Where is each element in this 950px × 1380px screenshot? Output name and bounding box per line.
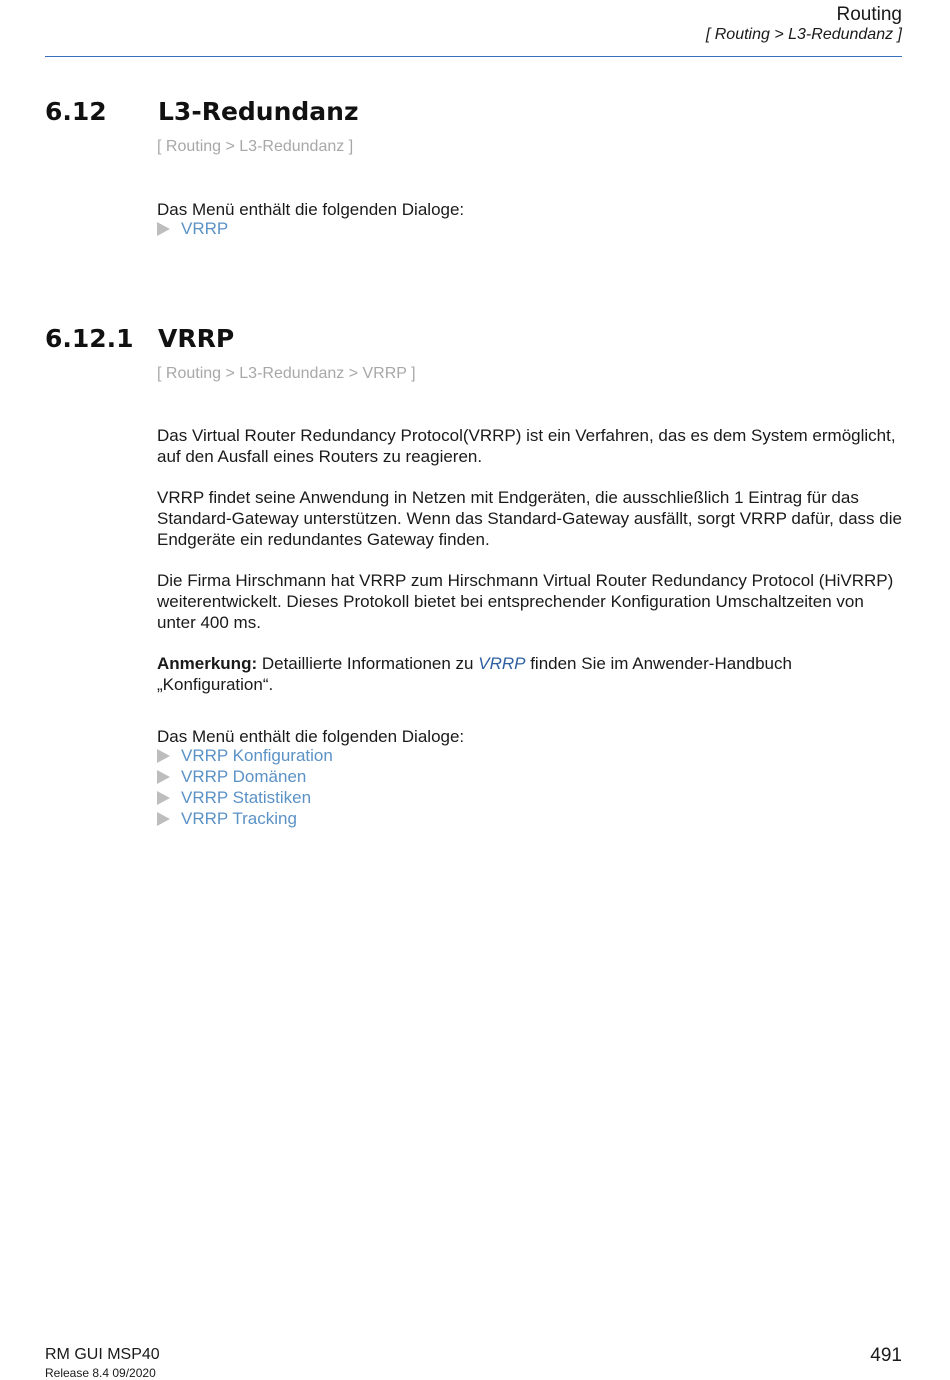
- note-link-vrrp[interactable]: VRRP: [478, 654, 526, 673]
- menu-intro: Das Menü enthält die folgenden Dialoge:: [157, 727, 465, 746]
- list-item[interactable]: [157, 766, 333, 787]
- dialog-link-vrrp[interactable]: VRRP: [181, 219, 229, 238]
- subsection-number: 6.12.1: [45, 324, 134, 353]
- section-title: L3-Redundanz: [158, 97, 359, 126]
- triangle-bullet-icon: [157, 812, 170, 826]
- footer-doc-name: RM GUI MSP40: [45, 1346, 160, 1363]
- dialog-list: [157, 218, 228, 239]
- note-paragraph: [157, 653, 907, 695]
- paragraph: Das Virtual Router Redundancy Protocol(VRRP) ist ein Verfahren, das es dem System ermöglicht, auf den Ausfall eines Routers zu reagieren.: [157, 426, 896, 466]
- list-item[interactable]: [157, 218, 228, 239]
- footer-release: Release 8.4 09/2020: [45, 1366, 156, 1380]
- subsection-title: VRRP: [158, 324, 235, 353]
- note-text: finden Sie im Anwender-Handbuch „Konfiguration“.: [157, 654, 792, 694]
- section-number: 6.12: [45, 97, 107, 126]
- list-item[interactable]: [157, 808, 333, 829]
- subsection-breadcrumb: [ Routing > L3-Redundanz > VRRP ]: [157, 365, 416, 382]
- header-breadcrumb: [ Routing > L3-Redundanz ]: [705, 26, 902, 43]
- list-item[interactable]: [157, 787, 333, 808]
- dialog-link-vrrp-tracking[interactable]: VRRP Tracking: [181, 809, 297, 828]
- header-divider: [45, 56, 902, 57]
- note-text: Detaillierte Informationen zu: [257, 654, 479, 673]
- page-number: 491: [870, 1345, 902, 1366]
- menu-intro: Das Menü enthält die folgenden Dialoge:: [157, 200, 465, 219]
- triangle-bullet-icon: [157, 791, 170, 805]
- header-title: Routing: [836, 4, 902, 25]
- paragraph: VRRP findet seine Anwendung in Netzen mit Endgeräten, die ausschließlich 1 Eintrag für das Standard-Gateway unterstützen. Wenn das Standard-Gateway ausfällt, sorgt VRRP dafür, dass die Endgeräte ein redundantes Gateway finden.: [157, 488, 902, 549]
- dialog-link-vrrp-domaenen[interactable]: VRRP Domänen: [181, 767, 307, 786]
- dialog-link-vrrp-konfiguration[interactable]: VRRP Konfiguration: [181, 746, 333, 765]
- section-breadcrumb: [ Routing > L3-Redundanz ]: [157, 138, 354, 155]
- dialog-link-vrrp-statistiken[interactable]: VRRP Statistiken: [181, 788, 312, 807]
- dialog-list: [157, 745, 333, 829]
- triangle-bullet-icon: [157, 749, 170, 763]
- triangle-bullet-icon: [157, 222, 170, 236]
- paragraph: Die Firma Hirschmann hat VRRP zum Hirschmann Virtual Router Redundancy Protocol (HiVRRP) weiterentwickelt. Dieses Protokoll bietet bei entsprechender Konfiguration Umschaltzeiten von unter 400 ms.: [157, 571, 894, 632]
- triangle-bullet-icon: [157, 770, 170, 784]
- note-label: Anmerkung:: [157, 654, 258, 673]
- list-item[interactable]: [157, 745, 333, 766]
